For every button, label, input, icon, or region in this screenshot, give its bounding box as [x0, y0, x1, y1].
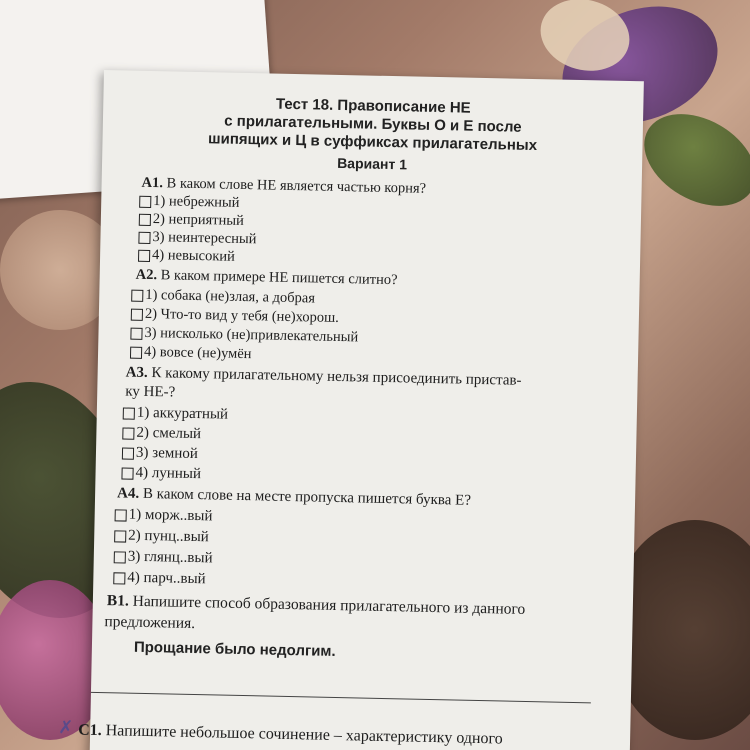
title-line-1: Тест 18. Правописание НЕ — [275, 95, 471, 117]
option-label: 1) аккуратный — [136, 404, 229, 423]
title-line-2: с прилагательными. Буквы О и Е после — [224, 112, 522, 136]
question-id: A2. — [135, 266, 158, 284]
option-label: 2) неприятный — [152, 211, 244, 229]
title-line-3: шипящих и Ц в суффиксах прилагательных — [207, 130, 538, 155]
option-a1-1[interactable] — [139, 193, 240, 212]
question-c1 — [78, 722, 503, 749]
question-a3-cont: ку НЕ-? — [125, 383, 176, 401]
question-text: Напишите небольшое сочинение – характеристику одного — [105, 722, 503, 748]
option-label: 2) смелый — [136, 424, 202, 443]
question-id: A1. — [141, 174, 164, 192]
checkbox-icon[interactable] — [122, 447, 134, 459]
option-label: 1) морж..вый — [128, 506, 213, 525]
option-label: 3) нисколько (не)привлекательный — [144, 324, 359, 346]
question-text: В каком слове на месте пропуска пишется буква Е? — [142, 485, 472, 509]
checkbox-icon[interactable] — [139, 195, 151, 207]
variant-label: Вариант 1 — [337, 154, 408, 173]
checkbox-icon[interactable] — [130, 327, 142, 339]
option-a4-1[interactable] — [115, 506, 213, 525]
question-a3 — [125, 365, 521, 390]
checkbox-icon[interactable] — [121, 467, 133, 479]
question-id: A3. — [125, 364, 148, 381]
option-label: 1) небрежный — [153, 193, 240, 211]
question-text: В каком слове НЕ является частью корня? — [166, 175, 427, 197]
question-id: A4. — [116, 485, 140, 502]
question-id: B1. — [106, 592, 130, 610]
checkbox-icon[interactable] — [139, 213, 151, 225]
checkbox-icon[interactable] — [138, 231, 150, 243]
question-text: К какому прилагательному нельзя присоединить пристав- — [151, 365, 522, 389]
question-id: С1. — [77, 721, 102, 740]
checkbox-icon[interactable] — [115, 509, 127, 521]
option-a1-3[interactable] — [138, 229, 256, 248]
option-label: 3) земной — [135, 444, 199, 463]
option-label: 2) пунц..вый — [128, 527, 209, 546]
option-a3-1[interactable] — [123, 404, 229, 423]
question-text: В каком примере НЕ пишется слитно? — [160, 267, 398, 289]
option-label: 4) невысокий — [151, 247, 236, 265]
checkbox-icon[interactable] — [114, 551, 126, 563]
checkbox-icon[interactable] — [130, 346, 142, 358]
option-label: 3) глянц..вый — [127, 548, 213, 567]
checkbox-icon[interactable] — [131, 289, 143, 301]
option-label: 3) неинтересный — [152, 229, 257, 248]
option-a3-2[interactable] — [122, 424, 201, 443]
option-a2-2[interactable] — [131, 306, 339, 327]
question-a4 — [117, 485, 471, 509]
option-a3-4[interactable] — [121, 464, 201, 483]
option-a3-3[interactable] — [122, 444, 198, 463]
test-page — [57, 70, 644, 750]
option-a2-1[interactable] — [131, 287, 315, 308]
checkbox-icon[interactable] — [122, 427, 134, 439]
checkbox-icon[interactable] — [114, 530, 126, 542]
option-a2-3[interactable] — [130, 325, 358, 347]
checkbox-icon[interactable] — [131, 308, 143, 320]
option-a4-3[interactable] — [114, 548, 213, 567]
option-a4-4[interactable] — [113, 569, 206, 588]
option-a4-2[interactable] — [114, 527, 209, 546]
option-label: 1) собака (не)злая, а добрая — [145, 286, 316, 307]
question-b1-cont: предложения. — [104, 613, 196, 633]
option-label: 4) вовсе (не)умён — [143, 343, 252, 363]
option-label: 4) парч..вый — [127, 569, 206, 588]
question-a2 — [136, 267, 398, 289]
answer-line[interactable] — [91, 692, 591, 703]
option-a1-2[interactable] — [139, 211, 244, 230]
option-label: 2) Что-то вид у тебя (не)хорош. — [144, 305, 340, 326]
b1-sentence: Прощание было недолгим. — [133, 638, 336, 660]
option-a1-4[interactable] — [138, 247, 235, 266]
checkbox-icon[interactable] — [123, 407, 135, 419]
option-label: 4) лунный — [135, 464, 202, 483]
checkbox-icon[interactable] — [113, 572, 125, 584]
question-text: Напишите способ образования прилагательного из данного — [132, 592, 526, 618]
checkbox-icon[interactable] — [138, 249, 150, 261]
pen-mark-icon: ✗ — [57, 717, 74, 739]
option-a2-4[interactable] — [130, 344, 252, 364]
